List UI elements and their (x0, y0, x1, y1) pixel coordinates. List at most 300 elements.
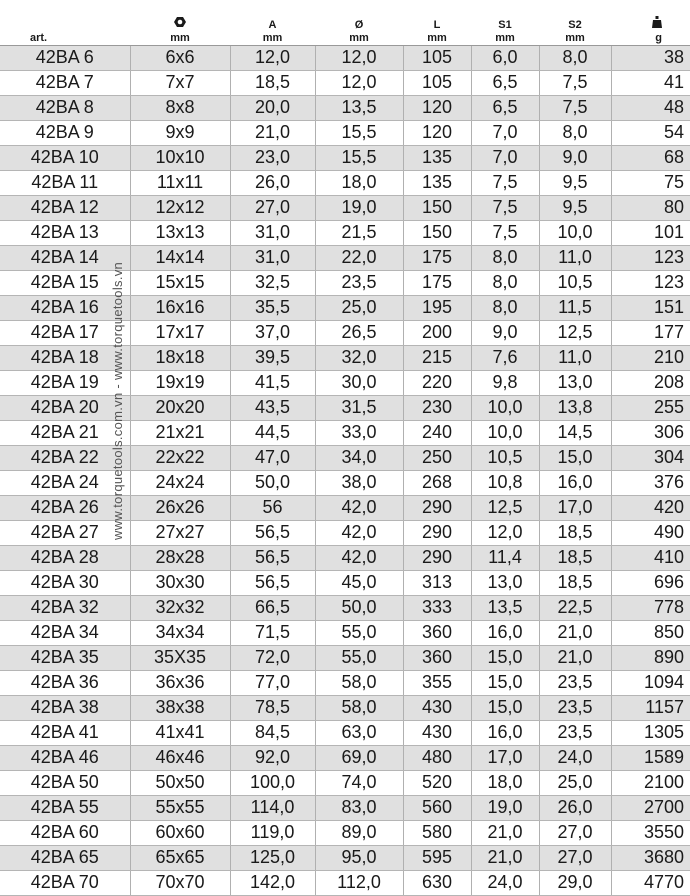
cell-size: 34x34 (130, 620, 230, 645)
cell-weight: 1305 (611, 720, 690, 745)
cell-diameter: 12,0 (315, 70, 403, 95)
table-row (0, 195, 690, 220)
cell-l: 240 (403, 420, 471, 445)
cell-diameter: 69,0 (315, 745, 403, 770)
header-diameter: Ø mm (315, 0, 403, 45)
cell-weight: 1157 (611, 695, 690, 720)
cell-s2: 10,0 (539, 220, 611, 245)
cell-art: 42BA 7 (0, 70, 130, 95)
cell-s1: 9,8 (471, 370, 539, 395)
cell-s1: 7,6 (471, 345, 539, 370)
cell-art: 42BA 11 (0, 170, 130, 195)
cell-a: 18,5 (230, 70, 315, 95)
cell-s2: 13,8 (539, 395, 611, 420)
cell-a: 114,0 (230, 795, 315, 820)
cell-art: 42BA 10 (0, 145, 130, 170)
cell-diameter: 58,0 (315, 695, 403, 720)
cell-diameter: 34,0 (315, 445, 403, 470)
cell-size: 38x38 (130, 695, 230, 720)
cell-art: 42BA 8 (0, 95, 130, 120)
cell-weight: 210 (611, 345, 690, 370)
cell-art: 42BA 55 (0, 795, 130, 820)
cell-a: 27,0 (230, 195, 315, 220)
cell-diameter: 15,5 (315, 145, 403, 170)
cell-s1: 15,0 (471, 645, 539, 670)
cell-diameter: 15,5 (315, 120, 403, 145)
cell-a: 66,5 (230, 595, 315, 620)
table-row (0, 620, 690, 645)
header-l: L mm (403, 0, 471, 45)
cell-weight: 38 (611, 45, 690, 70)
cell-l: 580 (403, 820, 471, 845)
cell-diameter: 30,0 (315, 370, 403, 395)
cell-a: 77,0 (230, 670, 315, 695)
cell-a: 100,0 (230, 770, 315, 795)
table-row (0, 45, 690, 70)
cell-size: 35X35 (130, 645, 230, 670)
cell-s1: 12,5 (471, 495, 539, 520)
cell-size: 70x70 (130, 870, 230, 895)
cell-l: 230 (403, 395, 471, 420)
table-row (0, 820, 690, 845)
cell-weight: 850 (611, 620, 690, 645)
cell-size: 12x12 (130, 195, 230, 220)
cell-size: 60x60 (130, 820, 230, 845)
cell-s1: 18,0 (471, 770, 539, 795)
cell-weight: 48 (611, 95, 690, 120)
cell-s2: 11,5 (539, 295, 611, 320)
cell-l: 215 (403, 345, 471, 370)
cell-l: 290 (403, 545, 471, 570)
cell-weight: 376 (611, 470, 690, 495)
cell-a: 26,0 (230, 170, 315, 195)
cell-s2: 11,0 (539, 245, 611, 270)
cell-diameter: 42,0 (315, 520, 403, 545)
cell-size: 46x46 (130, 745, 230, 770)
table-row (0, 120, 690, 145)
table-row (0, 395, 690, 420)
cell-weight: 696 (611, 570, 690, 595)
cell-art: 42BA 9 (0, 120, 130, 145)
cell-a: 56 (230, 495, 315, 520)
cell-size: 24x24 (130, 470, 230, 495)
cell-l: 150 (403, 220, 471, 245)
cell-size: 7x7 (130, 70, 230, 95)
table-row (0, 145, 690, 170)
cell-l: 360 (403, 645, 471, 670)
table-row (0, 670, 690, 695)
cell-s2: 8,0 (539, 45, 611, 70)
cell-s2: 7,5 (539, 70, 611, 95)
cell-art: 42BA 41 (0, 720, 130, 745)
cell-s1: 10,8 (471, 470, 539, 495)
cell-diameter: 83,0 (315, 795, 403, 820)
cell-diameter: 38,0 (315, 470, 403, 495)
cell-a: 23,0 (230, 145, 315, 170)
cell-s2: 9,5 (539, 195, 611, 220)
cell-diameter: 23,5 (315, 270, 403, 295)
cell-s1: 7,5 (471, 195, 539, 220)
cell-size: 32x32 (130, 595, 230, 620)
cell-weight: 2700 (611, 795, 690, 820)
cell-weight: 255 (611, 395, 690, 420)
cell-l: 333 (403, 595, 471, 620)
table-row (0, 770, 690, 795)
cell-weight: 410 (611, 545, 690, 570)
cell-diameter: 42,0 (315, 545, 403, 570)
cell-weight: 778 (611, 595, 690, 620)
cell-s1: 16,0 (471, 720, 539, 745)
cell-art: 42BA 18 (0, 345, 130, 370)
table-row (0, 370, 690, 395)
cell-size: 41x41 (130, 720, 230, 745)
cell-size: 28x28 (130, 545, 230, 570)
table-row (0, 95, 690, 120)
table-row (0, 170, 690, 195)
cell-l: 360 (403, 620, 471, 645)
table-row (0, 695, 690, 720)
cell-diameter: 18,0 (315, 170, 403, 195)
cell-art: 42BA 20 (0, 395, 130, 420)
cell-s1: 6,0 (471, 45, 539, 70)
cell-art: 42BA 60 (0, 820, 130, 845)
cell-s2: 9,0 (539, 145, 611, 170)
cell-size: 14x14 (130, 245, 230, 270)
cell-weight: 2100 (611, 770, 690, 795)
cell-size: 18x18 (130, 345, 230, 370)
table-row (0, 795, 690, 820)
cell-weight: 208 (611, 370, 690, 395)
cell-s1: 24,0 (471, 870, 539, 895)
cell-a: 20,0 (230, 95, 315, 120)
cell-s2: 21,0 (539, 620, 611, 645)
cell-weight: 1094 (611, 670, 690, 695)
table-row (0, 520, 690, 545)
cell-s2: 27,0 (539, 820, 611, 845)
cell-s1: 10,5 (471, 445, 539, 470)
table-row (0, 645, 690, 670)
cell-l: 135 (403, 145, 471, 170)
table-row (0, 420, 690, 445)
cell-art: 42BA 6 (0, 45, 130, 70)
cell-weight: 151 (611, 295, 690, 320)
cell-a: 78,5 (230, 695, 315, 720)
cell-size: 11x11 (130, 170, 230, 195)
cell-s2: 24,0 (539, 745, 611, 770)
cell-a: 44,5 (230, 420, 315, 445)
header-row (0, 0, 690, 45)
cell-diameter: 42,0 (315, 495, 403, 520)
cell-size: 21x21 (130, 420, 230, 445)
cell-art: 42BA 12 (0, 195, 130, 220)
cell-weight: 80 (611, 195, 690, 220)
cell-weight: 75 (611, 170, 690, 195)
header-weight: g (611, 0, 690, 45)
cell-size: 8x8 (130, 95, 230, 120)
cell-a: 31,0 (230, 220, 315, 245)
cell-s2: 22,5 (539, 595, 611, 620)
cell-l: 120 (403, 120, 471, 145)
cell-l: 120 (403, 95, 471, 120)
cell-size: 36x36 (130, 670, 230, 695)
cell-s1: 7,5 (471, 170, 539, 195)
cell-weight: 41 (611, 70, 690, 95)
cell-s1: 21,0 (471, 820, 539, 845)
cell-s2: 18,5 (539, 570, 611, 595)
cell-art: 42BA 65 (0, 845, 130, 870)
cell-art: 42BA 14 (0, 245, 130, 270)
header-s1: S1 mm (471, 0, 539, 45)
cell-diameter: 12,0 (315, 45, 403, 70)
cell-l: 200 (403, 320, 471, 345)
table-row (0, 870, 690, 895)
table-row (0, 845, 690, 870)
cell-s1: 10,0 (471, 395, 539, 420)
cell-diameter: 32,0 (315, 345, 403, 370)
cell-l: 195 (403, 295, 471, 320)
cell-a: 119,0 (230, 820, 315, 845)
cell-diameter: 89,0 (315, 820, 403, 845)
cell-art: 42BA 36 (0, 670, 130, 695)
cell-a: 12,0 (230, 45, 315, 70)
cell-weight: 4770 (611, 870, 690, 895)
cell-s2: 11,0 (539, 345, 611, 370)
cell-art: 42BA 17 (0, 320, 130, 345)
cell-weight: 177 (611, 320, 690, 345)
cell-a: 92,0 (230, 745, 315, 770)
cell-l: 560 (403, 795, 471, 820)
cell-art: 42BA 19 (0, 370, 130, 395)
table-row (0, 570, 690, 595)
table-row (0, 745, 690, 770)
cell-size: 55x55 (130, 795, 230, 820)
table-row (0, 345, 690, 370)
cell-l: 175 (403, 245, 471, 270)
cell-size: 17x17 (130, 320, 230, 345)
cell-l: 290 (403, 495, 471, 520)
cell-a: 35,5 (230, 295, 315, 320)
cell-a: 43,5 (230, 395, 315, 420)
cell-l: 355 (403, 670, 471, 695)
table-row (0, 70, 690, 95)
cell-s2: 16,0 (539, 470, 611, 495)
cell-s2: 8,0 (539, 120, 611, 145)
cell-s2: 13,0 (539, 370, 611, 395)
cell-size: 30x30 (130, 570, 230, 595)
cell-weight: 101 (611, 220, 690, 245)
cell-a: 56,5 (230, 520, 315, 545)
cell-a: 84,5 (230, 720, 315, 745)
cell-s1: 10,0 (471, 420, 539, 445)
cell-weight: 890 (611, 645, 690, 670)
cell-diameter: 112,0 (315, 870, 403, 895)
header-s2: S2 mm (539, 0, 611, 45)
cell-l: 150 (403, 195, 471, 220)
table-row (0, 595, 690, 620)
cell-a: 37,0 (230, 320, 315, 345)
cell-weight: 304 (611, 445, 690, 470)
cell-s2: 12,5 (539, 320, 611, 345)
cell-a: 39,5 (230, 345, 315, 370)
cell-size: 27x27 (130, 520, 230, 545)
cell-s2: 23,5 (539, 670, 611, 695)
cell-art: 42BA 34 (0, 620, 130, 645)
table-row (0, 295, 690, 320)
cell-l: 250 (403, 445, 471, 470)
cell-s2: 15,0 (539, 445, 611, 470)
cell-s1: 19,0 (471, 795, 539, 820)
watermark: www.torquetools.com.vn - www.torquetools.vn (110, 261, 125, 540)
cell-weight: 3680 (611, 845, 690, 870)
cell-a: 21,0 (230, 120, 315, 145)
cell-l: 313 (403, 570, 471, 595)
cell-diameter: 55,0 (315, 620, 403, 645)
cell-weight: 420 (611, 495, 690, 520)
cell-l: 268 (403, 470, 471, 495)
cell-art: 42BA 16 (0, 295, 130, 320)
cell-art: 42BA 50 (0, 770, 130, 795)
cell-weight: 54 (611, 120, 690, 145)
cell-size: 20x20 (130, 395, 230, 420)
cell-art: 42BA 70 (0, 870, 130, 895)
cell-art: 42BA 24 (0, 470, 130, 495)
cell-s1: 9,0 (471, 320, 539, 345)
table-row (0, 470, 690, 495)
cell-s2: 29,0 (539, 870, 611, 895)
cell-art: 42BA 38 (0, 695, 130, 720)
cell-diameter: 95,0 (315, 845, 403, 870)
cell-diameter: 25,0 (315, 295, 403, 320)
cell-l: 220 (403, 370, 471, 395)
cell-diameter: 63,0 (315, 720, 403, 745)
cell-a: 56,5 (230, 545, 315, 570)
cell-a: 72,0 (230, 645, 315, 670)
cell-s1: 11,4 (471, 545, 539, 570)
table-row (0, 270, 690, 295)
cell-l: 290 (403, 520, 471, 545)
table-row (0, 720, 690, 745)
cell-l: 430 (403, 695, 471, 720)
table-row (0, 545, 690, 570)
table-row (0, 245, 690, 270)
cell-s1: 13,5 (471, 595, 539, 620)
cell-s1: 8,0 (471, 245, 539, 270)
cell-s2: 23,5 (539, 720, 611, 745)
cell-weight: 68 (611, 145, 690, 170)
table-row (0, 220, 690, 245)
cell-a: 41,5 (230, 370, 315, 395)
cell-s2: 27,0 (539, 845, 611, 870)
cell-l: 135 (403, 170, 471, 195)
cell-diameter: 22,0 (315, 245, 403, 270)
hex-nut-icon (174, 16, 186, 28)
cell-diameter: 45,0 (315, 570, 403, 595)
cell-l: 430 (403, 720, 471, 745)
cell-art: 42BA 35 (0, 645, 130, 670)
cell-size: 65x65 (130, 845, 230, 870)
cell-s2: 14,5 (539, 420, 611, 445)
cell-diameter: 26,5 (315, 320, 403, 345)
cell-diameter: 21,5 (315, 220, 403, 245)
table-row (0, 445, 690, 470)
cell-weight: 1589 (611, 745, 690, 770)
cell-diameter: 13,5 (315, 95, 403, 120)
cell-weight: 490 (611, 520, 690, 545)
cell-size: 19x19 (130, 370, 230, 395)
cell-size: 10x10 (130, 145, 230, 170)
cell-size: 50x50 (130, 770, 230, 795)
cell-art: 42BA 15 (0, 270, 130, 295)
header-a: A mm (230, 0, 315, 45)
cell-a: 125,0 (230, 845, 315, 870)
cell-s2: 18,5 (539, 520, 611, 545)
cell-size: 16x16 (130, 295, 230, 320)
cell-diameter: 58,0 (315, 670, 403, 695)
cell-diameter: 19,0 (315, 195, 403, 220)
cell-a: 71,5 (230, 620, 315, 645)
cell-art: 42BA 22 (0, 445, 130, 470)
cell-s1: 17,0 (471, 745, 539, 770)
cell-l: 105 (403, 70, 471, 95)
cell-a: 47,0 (230, 445, 315, 470)
cell-weight: 123 (611, 270, 690, 295)
cell-weight: 123 (611, 245, 690, 270)
cell-s2: 25,0 (539, 770, 611, 795)
cell-s1: 15,0 (471, 695, 539, 720)
cell-s1: 7,0 (471, 145, 539, 170)
cell-l: 480 (403, 745, 471, 770)
cell-s2: 18,5 (539, 545, 611, 570)
cell-art: 42BA 32 (0, 595, 130, 620)
cell-s1: 6,5 (471, 70, 539, 95)
cell-l: 595 (403, 845, 471, 870)
cell-l: 175 (403, 270, 471, 295)
cell-art: 42BA 28 (0, 545, 130, 570)
cell-s2: 21,0 (539, 645, 611, 670)
cell-s2: 10,5 (539, 270, 611, 295)
cell-size: 13x13 (130, 220, 230, 245)
cell-art: 42BA 13 (0, 220, 130, 245)
cell-l: 105 (403, 45, 471, 70)
cell-s1: 6,5 (471, 95, 539, 120)
cell-s2: 26,0 (539, 795, 611, 820)
cell-s2: 17,0 (539, 495, 611, 520)
cell-s1: 7,5 (471, 220, 539, 245)
cell-s1: 8,0 (471, 270, 539, 295)
cell-s1: 7,0 (471, 120, 539, 145)
cell-diameter: 50,0 (315, 595, 403, 620)
header-size: mm (130, 0, 230, 45)
cell-size: 9x9 (130, 120, 230, 145)
cell-art: 42BA 26 (0, 495, 130, 520)
table-row (0, 495, 690, 520)
cell-s1: 13,0 (471, 570, 539, 595)
cell-l: 520 (403, 770, 471, 795)
cell-size: 22x22 (130, 445, 230, 470)
cell-a: 31,0 (230, 245, 315, 270)
cell-s1: 16,0 (471, 620, 539, 645)
cell-diameter: 55,0 (315, 645, 403, 670)
cell-size: 6x6 (130, 45, 230, 70)
table-row (0, 320, 690, 345)
weight-icon (652, 16, 662, 28)
header-art: art. (0, 0, 130, 45)
cell-a: 56,5 (230, 570, 315, 595)
cell-art: 42BA 27 (0, 520, 130, 545)
cell-diameter: 74,0 (315, 770, 403, 795)
cell-a: 142,0 (230, 870, 315, 895)
cell-a: 50,0 (230, 470, 315, 495)
